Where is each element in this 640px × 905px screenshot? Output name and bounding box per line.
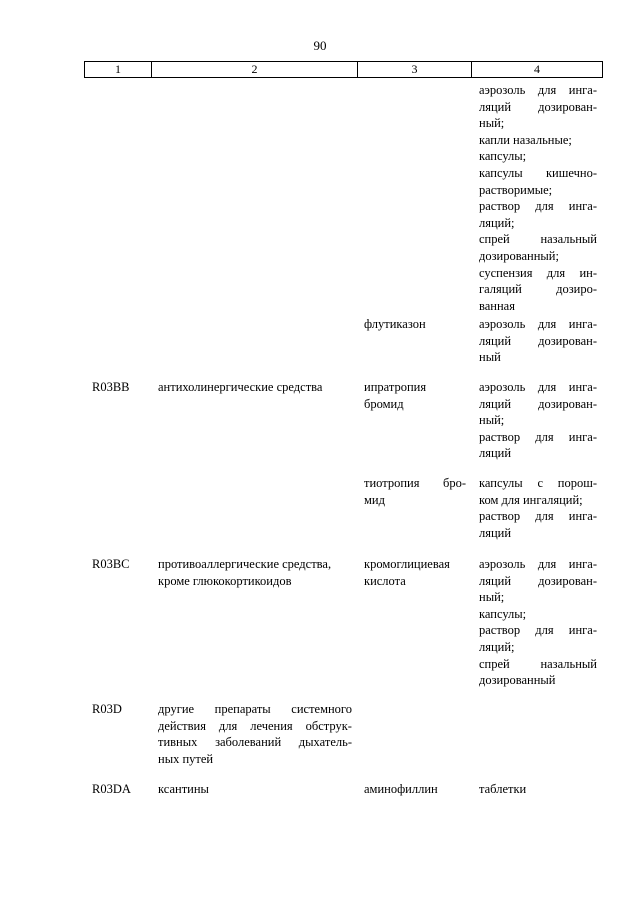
atc-code-cell <box>92 701 150 718</box>
text-line: кромоглициевая <box>364 557 450 571</box>
text-line: мид <box>364 492 385 507</box>
text-line: спрей назальный <box>479 232 597 247</box>
text-line: ляций; <box>479 639 515 654</box>
text-line: капсулы; <box>479 149 527 164</box>
text-line: ных путей <box>158 751 214 766</box>
dosage-forms-cell <box>479 781 597 798</box>
column-header-4: 4 <box>472 62 603 78</box>
text-line: антихолинергические средства <box>158 380 323 394</box>
atc-code-cell <box>92 781 150 798</box>
text-line: тиотропия бро- <box>364 476 466 490</box>
text-line: аэрозоль для инга- <box>479 380 597 394</box>
text-line: кислота <box>364 573 406 588</box>
text-line: раствор для инга- <box>479 509 597 524</box>
dosage-forms-cell <box>479 475 597 541</box>
text-line: флутиказон <box>364 317 426 331</box>
text-line: аэрозоль для инга- <box>479 557 597 571</box>
dosage-forms-cell <box>479 82 597 314</box>
text-line: ный; <box>479 590 505 605</box>
group-cell <box>158 701 352 767</box>
group-cell <box>158 781 352 798</box>
text-line: галяций дозиро- <box>479 282 597 297</box>
substance-cell <box>364 781 466 798</box>
text-line: ванная <box>479 298 515 313</box>
text-line: аминофиллин <box>364 782 438 796</box>
text-line: тивных заболеваний дыхатель- <box>158 735 352 750</box>
text-line: ипратропия <box>364 380 427 394</box>
text-line: ный; <box>479 116 505 131</box>
text-line: R03BB <box>92 380 130 394</box>
column-header-table <box>84 61 603 78</box>
text-line: ляций <box>479 525 512 540</box>
text-line: раствор для инга- <box>479 199 597 214</box>
text-line: ный <box>479 350 501 365</box>
text-line: раствор для инга- <box>479 429 597 444</box>
text-line: R03BC <box>92 557 130 571</box>
text-line: суспензия для ин- <box>479 265 597 280</box>
text-line: ком для ингаляций; <box>479 492 583 507</box>
text-line: R03DA <box>92 782 131 796</box>
text-line: ксантины <box>158 782 209 796</box>
text-line: ляций <box>479 446 512 461</box>
text-line: растворимые; <box>479 182 553 197</box>
text-line: другие препараты системного <box>158 702 352 716</box>
dosage-forms-cell <box>479 556 597 689</box>
atc-code-cell <box>92 556 150 573</box>
text-line: бромид <box>364 396 404 411</box>
atc-code-cell <box>92 379 150 396</box>
substance-cell <box>364 379 466 412</box>
substance-cell <box>364 556 466 589</box>
text-line: дозированный; <box>479 248 559 263</box>
column-header-3: 3 <box>358 62 472 78</box>
column-header-2: 2 <box>152 62 358 78</box>
column-header-1: 1 <box>85 62 152 78</box>
text-line: ляций дозирован- <box>479 99 597 114</box>
dosage-forms-cell <box>479 316 597 366</box>
text-line: аэрозоль для инга- <box>479 317 597 331</box>
text-line: ляций; <box>479 215 515 230</box>
text-line: ляций дозирован- <box>479 333 597 348</box>
text-line: ляций дозирован- <box>479 573 597 588</box>
text-line: ляций дозирован- <box>479 396 597 411</box>
substance-cell <box>364 475 466 508</box>
group-cell <box>158 379 352 396</box>
text-line: капли назальные; <box>479 132 572 147</box>
text-line: противоаллергические средства, <box>158 557 332 571</box>
page-number: 90 <box>313 38 327 53</box>
substance-cell <box>364 316 466 333</box>
text-line: таблетки <box>479 782 527 796</box>
text-line: капсулы кишечно- <box>479 165 597 180</box>
column-header-row <box>85 62 603 78</box>
text-line: аэрозоль для инга- <box>479 83 597 97</box>
text-line: R03D <box>92 702 122 716</box>
group-cell <box>158 556 352 589</box>
text-line: капсулы с порош- <box>479 476 597 490</box>
text-line: спрей назальный <box>479 656 597 671</box>
text-line: дозированный <box>479 673 556 688</box>
dosage-forms-cell <box>479 379 597 462</box>
text-line: действия для лечения обструк- <box>158 718 352 733</box>
text-line: кроме глюкокортикоидов <box>158 573 292 588</box>
text-line: ный; <box>479 413 505 428</box>
text-line: капсулы; <box>479 606 527 621</box>
text-line: раствор для инга- <box>479 623 597 638</box>
